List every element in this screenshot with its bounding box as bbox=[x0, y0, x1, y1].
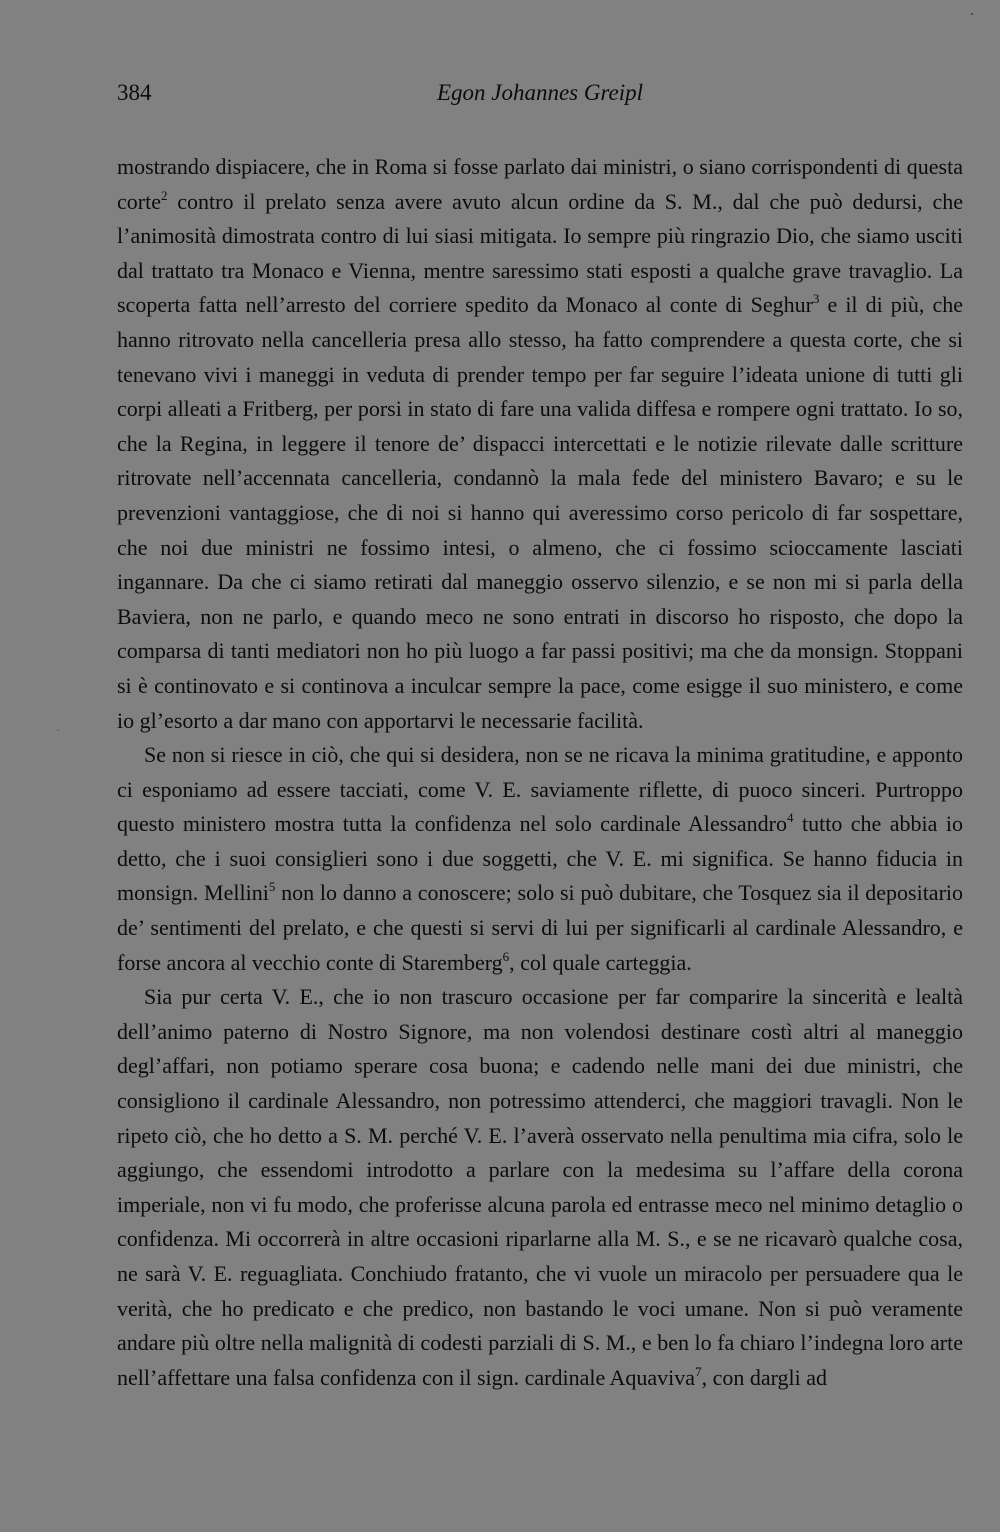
paragraph-2-text-4: , col quale carteggia. bbox=[509, 949, 692, 975]
paragraph-3-text-1: Sia pur certa V. E., che io non trascuro occasione per far comparire la sincerità e lealtà dell’animo paterno di Nostro Signore, ma non volendosi destinare costì altri al maneggio degl’affari, non potiamo sperare cosa buona; e cadendo nelle mani dei due ministri, che consigliono il cardinale Alessandro, non potressimo attenderci, che maggiori travagli. Non le ripeto ciò, che ho detto a S. M. perché V. E. l’averà osservato nella penultima mia cifra, solo le aggiungo, che essendomi introdotto a parlare con la medesima su l’affare della corona imperiale, non vi fu modo, che proferisse alcuna parola ed entrasse meco nel minimo detaglio o confidenza. Mi occorrerà in altre occasioni riparlarne alla M. S., e se ne ricavarò qualche cosa, ne sarà V. E. reguagliata. Conchiudo fratanto, che vi vuole un miracolo per persuadere qua le verità, che ho predicato e che predico, non bastando le voci umane. Non si può veramente andare più oltre nella malignità di codesti parziali di S. M., e ben lo fa chiaro l’indegna loro arte nell’affettare una falsa confidenza con il sign. cardinale Aquaviva bbox=[117, 984, 963, 1390]
paragraph-2-text-1: Se non si riesce in ciò, che qui si desidera, non se ne ricava la minima gratitudine, e apponto ci esponiamo ad essere tacciati, come V. E. saviamente riflette, di puoco sinceri. Purtroppo questo ministero mostra tutta la confidenza nel solo cardinale Alessandro bbox=[117, 742, 963, 837]
paragraph-1-text-1: mostrando dispiacere, che in Roma si fosse parlato dai ministri, o siano corrispondenti di questa corte bbox=[117, 154, 963, 214]
footnote-ref-6: 6 bbox=[502, 948, 510, 964]
page-number: 384 bbox=[117, 80, 152, 105]
paragraph-2-text-3: non lo danno a conoscere; solo si può dubitare, che Tosquez sia il depositario de’ sentimenti del prelato, e che questi si servi di lui per significarli al cardinale Alessandro, e forse ancora al vecchio conte di Staremberg bbox=[117, 880, 964, 975]
running-title: Egon Johannes Greipl bbox=[436, 80, 644, 105]
footnote-ref-2: 2 bbox=[160, 187, 168, 203]
paragraph-3-text-2: , con dargli ad bbox=[701, 1364, 828, 1390]
footnote-ref-5: 5 bbox=[268, 879, 276, 895]
footnote-ref-7: 7 bbox=[695, 1363, 702, 1379]
paragraph-2-text-2: tutto che abbia io detto, che i suoi consiglieri sono i due soggetti, che V. E. mi significa. Se hanno fiducia in monsign. Mellini bbox=[117, 811, 963, 906]
footnote-ref-4: 4 bbox=[787, 810, 794, 826]
scan-speck bbox=[971, 13, 973, 15]
scan-speck bbox=[57, 729, 59, 731]
paragraph-1-text-3: e il di più, che hanno ritrovato nella cancelleria presa allo stesso, ha fatto comprendere a questa corte, che si tenevano vivi i maneggi in veduta di prender tempo per far seguire l’ideata unione di tutti gli corpi alleati a Fritberg, per porsi in stato di fare una valida diffesa e rompere ogni trattato. Io so, che la Regina, in leggere il tenore de’ dispacci intercettati e le notizie rilevate dalle scritture ritrovate nell’accennata cancelleria, condannò la mala fede del ministero Bavaro; e su le prevenzioni vantaggiose, che di noi si hanno qui averessimo corso pericolo di far sospettare, che noi due ministri ne fossimo intesi, o almeno, che ci fossimo scioccamente lasciati ingannare. Da che ci siamo retirati dal maneggio osservo silenzio, e se non mi si parla della Baviera, non ne parlo, e quando meco ne sono entrati in discorso ho risposto, che dopo la comparsa di tanti mediatori non ho più luogo a far passi positivi; ma che da monsign. Stoppani si è continovato e si continova a inculcar sempre la pace, come esigge il suo ministero, e come io gl’esorto a dar mano con apportarvi le necessarie facilità. bbox=[117, 292, 964, 733]
paragraph-1-text-2: contro il prelato senza avere avuto alcun ordine da S. M., dal che può dedursi, che l’animosità dimostrata contro di lui siasi mitigata. Io sempre più ringrazio Dio, che siamo usciti dal trattato tra Monaco e Vienna, mentre saressimo stati esposti a qualche grave travaglio. La scoperta fatta nell’arresto del corriere spedito da Monaco al conte di Seghur bbox=[117, 188, 963, 318]
footnote-ref-3: 3 bbox=[812, 291, 820, 307]
